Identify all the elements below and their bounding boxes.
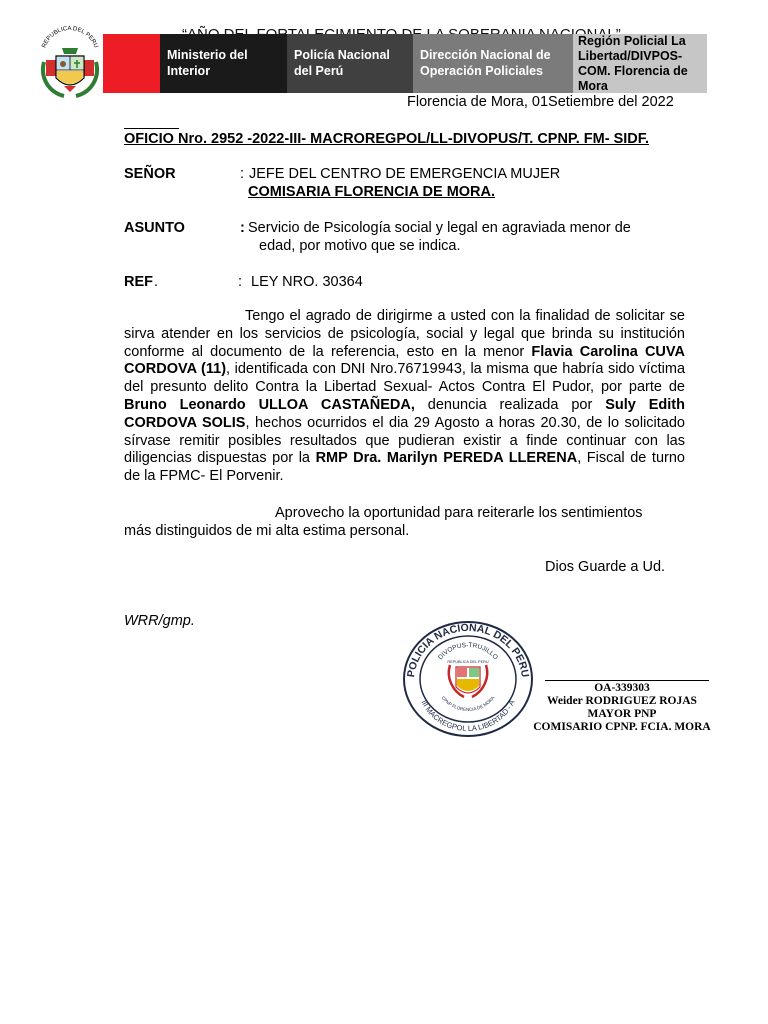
ref-value: LEY NRO. 30364 (251, 274, 363, 290)
prosecutor-name: RMP Dra. Marilyn PEREDA LLERENA (315, 450, 578, 467)
victim-name: Flavia Carolina CUVA CORDOVA (11) (124, 343, 685, 378)
farewell: Dios Guarde a Ud. (545, 559, 666, 575)
header-ministerio-line2: Interior (167, 64, 211, 78)
header-region-line3: COM. Florencia de (578, 64, 688, 78)
seal-inner-top: DIVOPUS-TRUJILLO (436, 641, 499, 662)
header-policia (287, 34, 413, 93)
header-red-block (103, 34, 160, 93)
seal-inner-bottom: CPNP FLORENCIA DE MORA (440, 695, 496, 713)
body-text: , hechos ocurridos el dia 29 Agosto a horas 20.30, de lo solicitado sírvase remitir posibles resultados que pudieran existir a finde continuar con las diligencias dispuestas por la (124, 414, 685, 467)
header-policia-line1: Policía Nacional (294, 48, 390, 62)
header-region-line2: Libertad/DIVPOS- (578, 49, 683, 63)
asunto-colon: : (240, 220, 245, 236)
closing-line2: más distinguidos de mi alta estima personal. (124, 523, 410, 539)
closing-line1: Aprovecho la oportunidad para reiterarle los sentimientos (275, 505, 643, 521)
senor-colon: : (240, 166, 245, 182)
header-region-line4: Mora (578, 79, 608, 93)
crest-text: REPUBLICA DEL PERU (41, 25, 99, 49)
peru-coat-of-arms-icon (34, 22, 106, 100)
asunto-label: ASUNTO (124, 220, 185, 236)
seal-outer-top: POLICIA NACIONAL DEL PERU (405, 621, 531, 679)
ref-dot: . (154, 274, 159, 290)
recipient-office: COMISARIA FLORENCIA DE MORA. (248, 184, 496, 200)
header-policia-line2: del Perú (294, 64, 344, 78)
senor-label: SEÑOR (124, 166, 176, 182)
svg-text:CPNP FLORENCIA DE MORA (441, 695, 496, 712)
signature-code: OA-339303 (594, 682, 650, 694)
seal-center-text: REPUBLICA DEL PERU (447, 660, 489, 664)
signature-title: COMISARIO CPNP. FCIA. MORA (533, 721, 711, 733)
letter-date: Florencia de Mora, 01Setiembre del 2022 (407, 94, 674, 110)
svg-text:REPUBLICA DEL PERU (41, 26, 98, 49)
signature-line (545, 680, 709, 681)
header-motto (182, 21, 652, 34)
body-text: , Fiscal de turno de la FPMC- El Porvenir. (124, 450, 685, 485)
header-direccion-line2: Operación Policiales (420, 64, 543, 78)
body-text: Tengo el agrado de dirigirme a usted con la finalidad de solicitar se sirva atender en los servicios de psicología, social y legal que brinda su institución conforme al documento de la referencia, esto en la menor (124, 308, 685, 360)
divider (124, 128, 179, 129)
body-paragraph (124, 308, 685, 486)
recipient-title: JEFE DEL CENTRO DE EMERGENCIA MUJER (249, 166, 561, 182)
seal-outer-bottom: III MACREGPOL LA LIBERTAD - A (419, 698, 517, 734)
body-text: denuncia realizada por (414, 396, 606, 413)
police-seal-stamp (400, 617, 535, 737)
header-region-line1: Región Policial La (578, 34, 686, 48)
subject-line1: Servicio de Psicología social y legal en agraviada menor de (248, 220, 631, 236)
accused-name: Bruno Leonardo ULLOA CASTAÑEDA, (124, 396, 415, 413)
ref-label: REF (124, 274, 153, 290)
body-text: , identificada con DNI Nro.76719943, la misma que habría sido víctima del presunto delito Contra la Libertad Sexual- Actos Contra El Pudor, por parte de (124, 361, 686, 396)
oficio-number: OFICIO Nro. 2952 -2022-III- MACROREGPOL/LL-DIVOPUS/T. CPNP. FM- SIDF. (124, 131, 650, 147)
header-ministerio-line1: Ministerio del (167, 48, 248, 62)
signature-rank: MAYOR PNP (587, 708, 657, 720)
header-region (573, 34, 707, 93)
reference-initials: WRR/gmp. (124, 613, 195, 629)
subject-line2: edad, por motivo que se indica. (259, 238, 461, 254)
header-direccion (413, 34, 573, 93)
complainant-name: Suly Edith CORDOVA SOLIS (124, 396, 685, 431)
header-direccion-line1: Dirección Nacional de (420, 48, 551, 62)
header-ministerio (160, 34, 287, 93)
signature-name: Weider RODRIGUEZ ROJAS (547, 695, 697, 707)
ref-colon: : (238, 274, 243, 290)
svg-text:DIVOPUS-TRUJILLO (437, 642, 499, 661)
